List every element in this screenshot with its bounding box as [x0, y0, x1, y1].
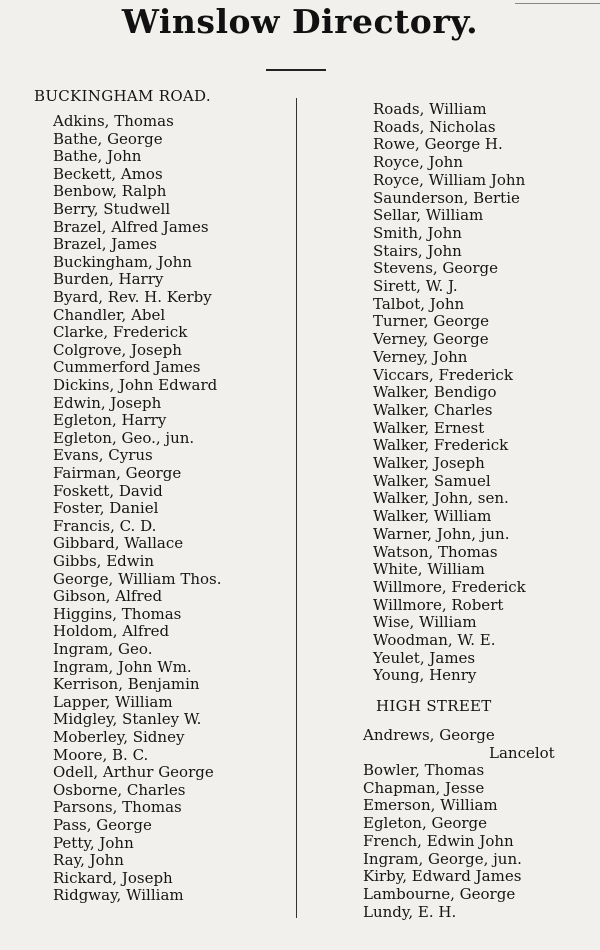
- directory-entry: Egleton, George: [363, 814, 488, 833]
- directory-entry: Evans, Cyrus: [53, 446, 153, 465]
- directory-entry: Emerson, William: [363, 796, 498, 815]
- directory-entry: Walker, Samuel: [373, 471, 491, 490]
- directory-entry: Gibbs, Edwin: [53, 552, 155, 570]
- directory-entry: Andrews, George: [363, 726, 495, 744]
- directory-entry: Ingram, George, jun.: [363, 849, 522, 868]
- directory-entry: Rowe, George H.: [373, 135, 503, 154]
- directory-entry: Colgrove, Joseph: [53, 340, 182, 359]
- directory-entry: Ray, John: [53, 851, 124, 870]
- directory-entry: Foskett, David: [53, 481, 163, 500]
- directory-entry: Yeulet, James: [373, 648, 476, 667]
- directory-entry: Moberley, Sidney: [53, 728, 185, 746]
- directory-entry: Saunderson, Bertie: [373, 188, 520, 207]
- directory-entry: Lapper, William: [53, 692, 173, 711]
- directory-entry: Verney, George: [373, 330, 489, 349]
- directory-entry: Willmore, Frederick: [373, 577, 526, 596]
- directory-entry: Smith, John: [373, 223, 462, 242]
- directory-entry: Ingram, John Wm.: [53, 657, 192, 676]
- directory-entry: Clarke, Frederick: [53, 323, 188, 342]
- directory-entry: Roads, William: [373, 100, 487, 118]
- directory-entry: Adkins, Thomas: [53, 112, 174, 130]
- directory-entry: French, Edwin John: [363, 831, 514, 850]
- directory-entry: Buckingham, John: [53, 252, 192, 271]
- directory-entry: Willmore, Robert: [373, 595, 504, 614]
- directory-entry: Ridgway, William: [53, 886, 184, 905]
- directory-entry: Lundy, E. H.: [363, 902, 457, 921]
- directory-entry: Dickins, John Edward: [53, 376, 218, 394]
- directory-entry: Young, Henry: [373, 666, 477, 685]
- directory-entry: Berry, Studwell: [53, 200, 171, 218]
- directory-entry: Walker, Ernest: [373, 418, 485, 437]
- directory-entry: Fairman, George: [53, 464, 182, 482]
- directory-entry: Stairs, John: [373, 241, 462, 260]
- directory-entry: Chapman, Jesse: [363, 778, 485, 797]
- directory-entry: Walker, Charles: [373, 400, 493, 419]
- directory-entry: Midgley, Stanley W.: [53, 710, 202, 729]
- directory-entry: Roads, Nicholas: [373, 117, 496, 136]
- directory-entry: Warner, John, jun.: [373, 524, 510, 543]
- column-divider: [296, 98, 297, 918]
- directory-entry: Burden, Harry: [53, 270, 164, 289]
- directory-entry: Sirett, W. J.: [373, 277, 458, 295]
- section-heading-buckingham-road: BUCKINGHAM ROAD.: [34, 87, 211, 105]
- directory-entry: Kirby, Edward James: [363, 867, 522, 886]
- directory-entry: Odell, Arthur George: [53, 763, 214, 782]
- directory-entry: Lambourne, George: [363, 884, 516, 903]
- directory-entry: Walker, John, sen.: [373, 489, 509, 508]
- directory-entry: Watson, Thomas: [373, 542, 498, 561]
- directory-entry: Gibson, Alfred: [53, 587, 163, 606]
- directory-entry: Bathe, George: [53, 129, 163, 148]
- directory-entry: Beckett, Amos: [53, 164, 163, 183]
- directory-entry: Osborne, Charles: [53, 780, 186, 799]
- directory-entry: Chandler, Abel: [53, 305, 166, 324]
- section-heading-high-street: HIGH STREET: [376, 697, 492, 715]
- directory-entry: Walker, William: [373, 507, 492, 526]
- directory-entry: Rickard, Joseph: [53, 868, 173, 887]
- directory-entry: Royce, John: [373, 153, 463, 172]
- directory-entry: Royce, William John: [373, 170, 526, 189]
- directory-entry: Egleton, Harry: [53, 411, 167, 430]
- page-title: Winslow Directory.: [121, 2, 479, 41]
- directory-entry: Turner, George: [373, 312, 489, 331]
- directory-entry: Walker, Bendigo: [373, 383, 497, 402]
- directory-entry: Petty, John: [53, 833, 134, 852]
- directory-entry: Parsons, Thomas: [53, 798, 182, 817]
- directory-entry: Foster, Daniel: [53, 499, 159, 518]
- directory-entry: George, William Thos.: [53, 569, 222, 588]
- directory-entry: White, William: [373, 560, 485, 579]
- directory-entry: Ingram, Geo.: [53, 640, 153, 658]
- directory-entry-continuation: Lancelot: [489, 744, 555, 762]
- directory-entry: Stevens, George: [373, 259, 498, 278]
- directory-entry: Cummerford James: [53, 358, 201, 377]
- directory-entry: Holdom, Alfred: [53, 622, 170, 641]
- directory-entry: Bathe, John: [53, 147, 142, 166]
- directory-entry: Francis, C. D.: [53, 516, 157, 535]
- directory-entry: Woodman, W. E.: [373, 631, 496, 649]
- directory-entry: Egleton, Geo., jun.: [53, 428, 195, 447]
- directory-entry: Edwin, Joseph: [53, 393, 162, 412]
- directory-entry: Moore, B. C.: [53, 745, 149, 764]
- directory-entry: Benbow, Ralph: [53, 182, 167, 201]
- directory-entry: Gibbard, Wallace: [53, 534, 184, 553]
- directory-entry: Walker, Joseph: [373, 454, 485, 472]
- directory-entry: Bowler, Thomas: [363, 761, 485, 779]
- directory-entry: Viccars, Frederick: [373, 365, 513, 384]
- title-rule: [266, 69, 326, 71]
- directory-entry: Walker, Frederick: [373, 436, 509, 455]
- directory-entry: Brazel, Alfred James: [53, 217, 209, 236]
- directory-entry: Kerrison, Benjamin: [53, 675, 200, 694]
- directory-entry: Sellar, William: [373, 206, 484, 225]
- directory-entry: Wise, William: [373, 613, 477, 632]
- directory-entry: Pass, George: [53, 816, 152, 834]
- directory-entry: Talbot, John: [373, 294, 465, 313]
- directory-entry: Byard, Rev. H. Kerby: [53, 288, 212, 306]
- directory-entry: Brazel, James: [53, 235, 158, 254]
- directory-entry: Verney, John: [373, 347, 468, 366]
- directory-entry: Higgins, Thomas: [53, 604, 182, 623]
